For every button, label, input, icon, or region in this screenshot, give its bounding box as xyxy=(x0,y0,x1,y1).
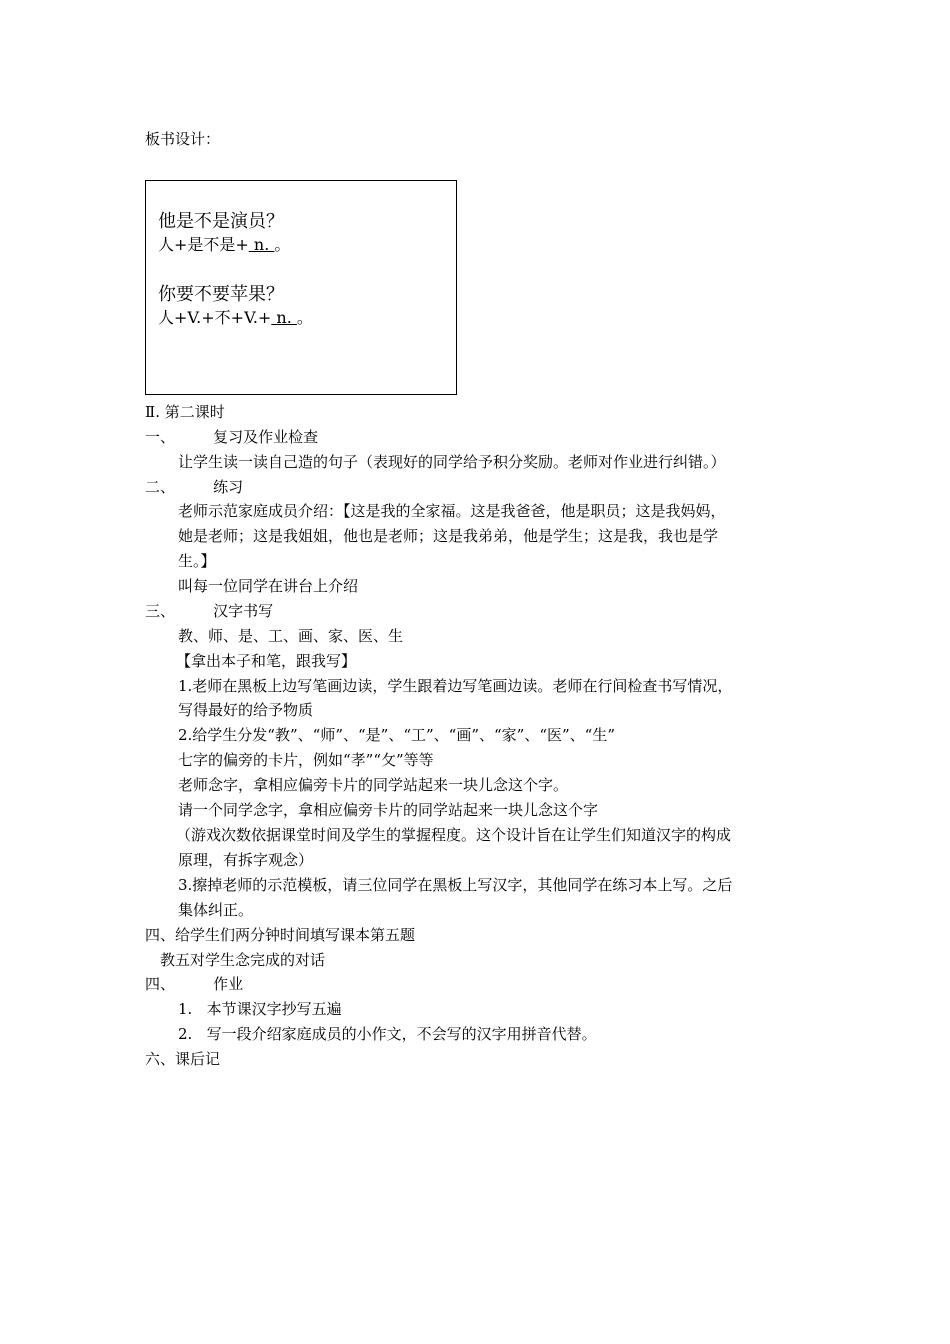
pattern-2-text: 人+V.+不+V.+ xyxy=(158,308,272,327)
practice-text-4: 叫每一位同学在讲台上介绍 xyxy=(178,577,359,595)
blackboard-box xyxy=(145,180,457,395)
lesson-two-title: Ⅱ. 第二课时 xyxy=(145,403,225,421)
writing-instruction: 【拿出本子和笔，跟我写】 xyxy=(176,652,357,670)
board-pattern-2 xyxy=(158,308,313,328)
writing-note-b: 原理，有拆字观念） xyxy=(178,851,314,869)
practice-text-2: 她是老师；这是我姐姐，他也是老师；这是我弟弟，他是学生；这是我，我也是学 xyxy=(178,527,719,545)
section-exercise-heading: 四、给学生们两分钟时间填写课本第五题 xyxy=(145,926,416,944)
board-design-heading: 板书设计： xyxy=(145,130,221,148)
pattern-2-end: 。 xyxy=(296,308,313,327)
board-question-2: 你要不要苹果？ xyxy=(158,284,284,305)
section-writing-heading: 三、 汉字书写 xyxy=(145,602,274,620)
writing-step-2c: 老师念字，拿相应偏旁卡片的同学站起来一块儿念这个字。 xyxy=(178,776,569,794)
writing-step-2b: 七字的偏旁的卡片，例如“孝”“攵”等等 xyxy=(178,751,434,769)
section-homework-heading: 四、 作业 xyxy=(145,975,244,993)
writing-step-3a: 3.擦掉老师的示范模板，请三位同学在黑板上写汉字，其他同学在练习本上写。之后 xyxy=(178,876,733,894)
pattern-2-blank: n. xyxy=(271,308,297,327)
board-question-1: 他是不是演员？ xyxy=(158,211,284,232)
writing-step-3b: 集体纠正。 xyxy=(178,901,254,919)
section-afterclass-heading: 六、课后记 xyxy=(145,1050,221,1068)
writing-characters: 教、师、是、工、画、家、医、生 xyxy=(178,627,404,645)
pattern-1-text: 人+是不是+ xyxy=(158,235,249,254)
writing-step-2d: 请一个同学念字，拿相应偏旁卡片的同学站起来一块儿念这个字 xyxy=(178,801,599,819)
section-practice-heading: 二、 练习 xyxy=(145,478,244,496)
writing-step-1b: 写得最好的给予物质 xyxy=(178,701,314,719)
exercise-text: 教五对学生念完成的对话 xyxy=(160,951,326,969)
homework-item-2: 2. 写一段介绍家庭成员的小作文，不会写的汉字用拼音代替。 xyxy=(178,1025,597,1043)
writing-note-a: （游戏次数依据课堂时间及学生的掌握程度。这个设计旨在让学生们知道汉字的构成 xyxy=(176,826,732,844)
practice-text-1: 老师示范家庭成员介绍：【这是我的全家福。这是我爸爸，他是职员；这是我妈妈， xyxy=(178,502,726,520)
writing-step-2a: 2.给学生分发“教”、“师”、“是”、“工”、“画”、“家”、“医”、“生” xyxy=(178,726,616,744)
board-pattern-1 xyxy=(158,235,290,255)
practice-text-3: 生。】 xyxy=(178,552,216,570)
section-review-heading: 一、 复习及作业检查 xyxy=(145,428,319,446)
writing-step-1a: 1.老师在黑板上边写笔画边读，学生跟着边写笔画边读。老师在行间检查书写情况， xyxy=(178,677,733,695)
review-text: 让学生读一读自己造的句子（表现好的同学给予积分奖励。老师对作业进行纠错。） xyxy=(178,453,726,471)
pattern-1-blank: n. xyxy=(248,235,275,254)
homework-item-1: 1. 本节课汉字抄写五遍 xyxy=(178,1000,342,1018)
pattern-1-end: 。 xyxy=(274,235,291,254)
